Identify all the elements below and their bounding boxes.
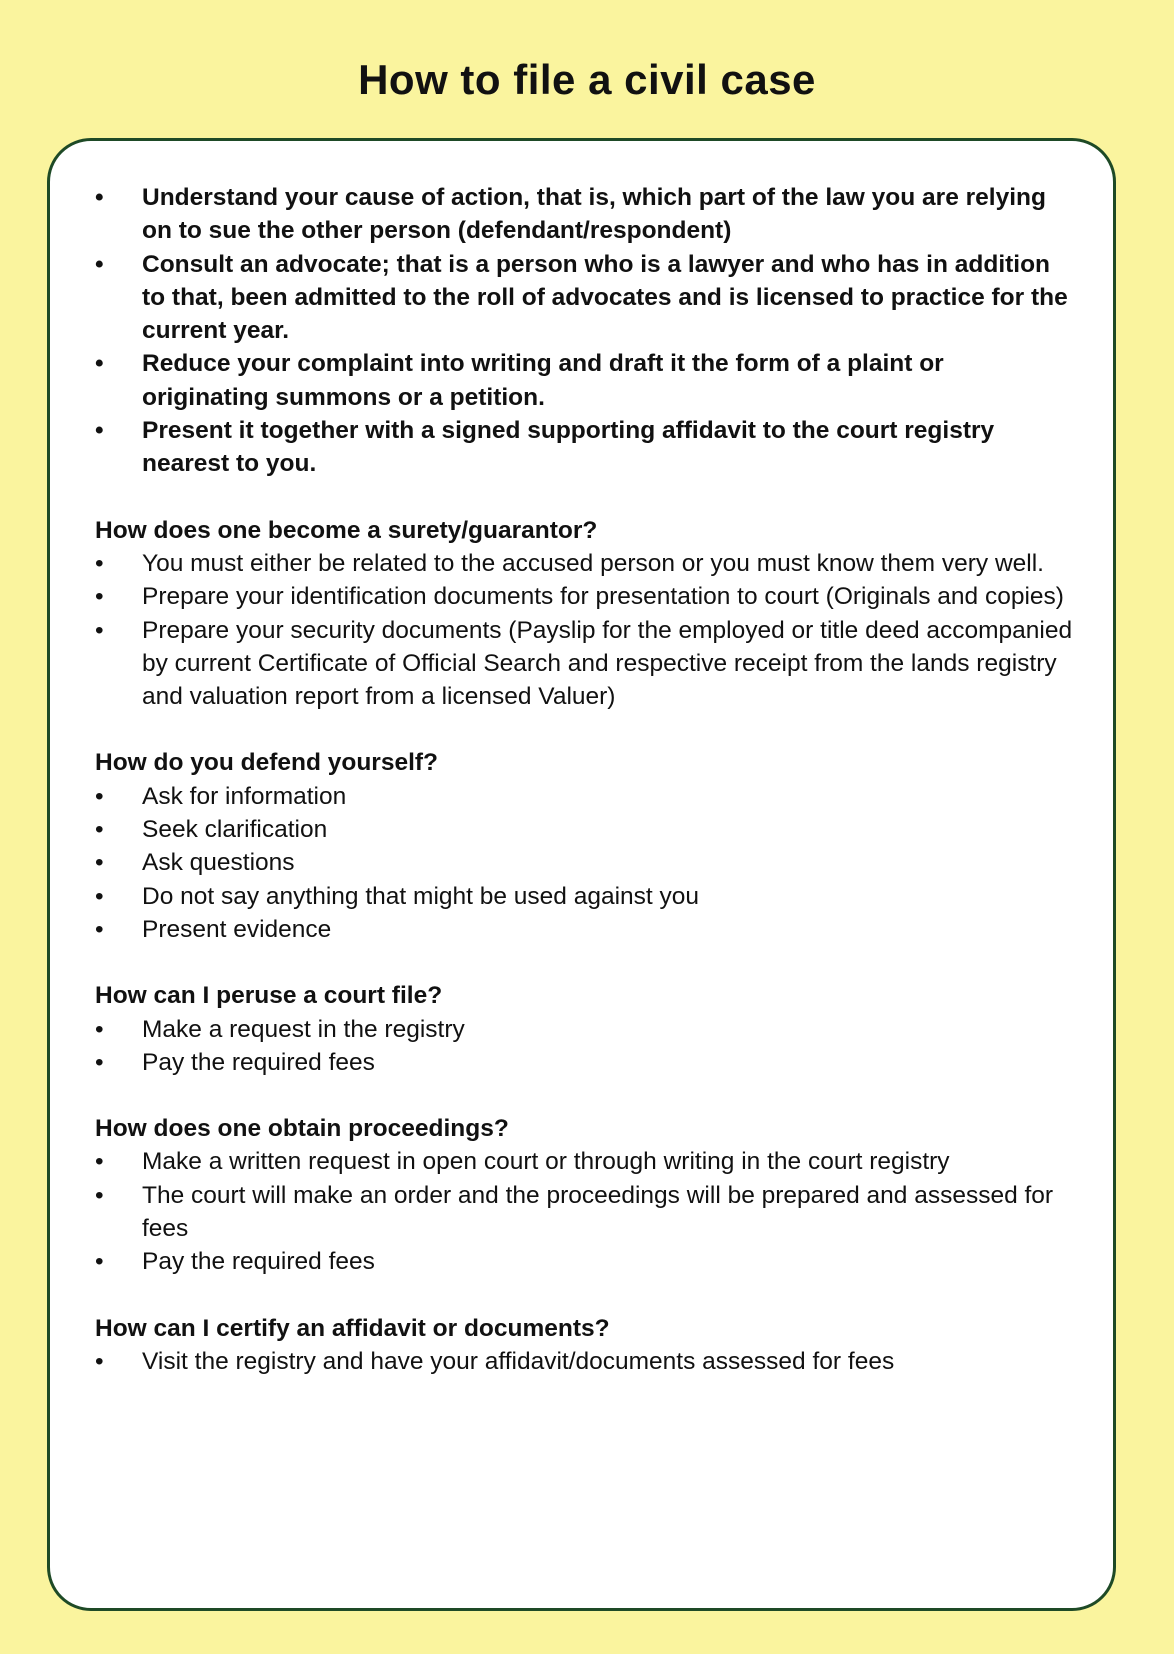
- section-heading: How can I certify an affidavit or documents?: [95, 1314, 610, 1342]
- content-card: [47, 138, 1116, 1611]
- page-title: How to file a civil case: [358, 56, 816, 103]
- list-item: • Ask questions: [95, 846, 1073, 879]
- section-list: [95, 780, 1073, 946]
- list-item: • The court will make an order and the proceedings will be prepared and assessed for fees: [95, 1179, 1073, 1246]
- list-item: • Prepare your identification documents for presentation to court (Originals and copies): [95, 580, 1073, 613]
- list-item: • Ask for information: [95, 780, 1073, 813]
- section-proceedings: [95, 1112, 1073, 1278]
- list-item: • Make a written request in open court or through writing in the court registry: [95, 1145, 1073, 1178]
- list-item: • Do not say anything that might be used against you: [95, 880, 1073, 913]
- section-list: [95, 1345, 1073, 1378]
- intro-list: [95, 181, 1073, 481]
- list-item: • Present evidence: [95, 913, 1073, 946]
- section-certify: [95, 1312, 1073, 1379]
- list-item: • You must either be related to the accused person or you must know them very well.: [95, 547, 1073, 580]
- list-item: • Prepare your security documents (Payslip for the employed or title deed accompanied by current Certificate of Official Search and respective receipt from the lands registry and valuation report from a licensed Valuer): [95, 614, 1073, 714]
- section-surety: [95, 514, 1073, 714]
- section-heading: How does one obtain proceedings?: [95, 1115, 509, 1143]
- list-item: • Pay the required fees: [95, 1046, 1073, 1079]
- section-list: [95, 1013, 1073, 1080]
- list-item: • Seek clarification: [95, 813, 1073, 846]
- section-list: [95, 1145, 1073, 1278]
- list-item: • Consult an advocate; that is a person who is a lawyer and who has in addition to that, been admitted to the roll of advocates and is licensed to practice for the current year.: [95, 248, 1073, 348]
- list-item: • Present it together with a signed supporting affidavit to the court registry nearest to you.: [95, 414, 1073, 481]
- list-item: • Understand your cause of action, that is, which part of the law you are relying on to sue the other person (defendant/respondent): [95, 181, 1073, 248]
- section-list: [95, 547, 1073, 713]
- list-item: • Pay the required fees: [95, 1245, 1073, 1278]
- section-peruse: [95, 979, 1073, 1079]
- list-item: • Visit the registry and have your affidavit/documents assessed for fees: [95, 1345, 1073, 1378]
- section-heading: How do you defend yourself?: [95, 749, 439, 777]
- list-item: • Reduce your complaint into writing and draft it the form of a plaint or originating summons or a petition.: [95, 347, 1073, 414]
- section-heading: How does one become a surety/guarantor?: [95, 516, 598, 544]
- list-item: • Make a request in the registry: [95, 1013, 1073, 1046]
- section-defend: [95, 746, 1073, 946]
- section-heading: How can I peruse a court file?: [95, 982, 443, 1010]
